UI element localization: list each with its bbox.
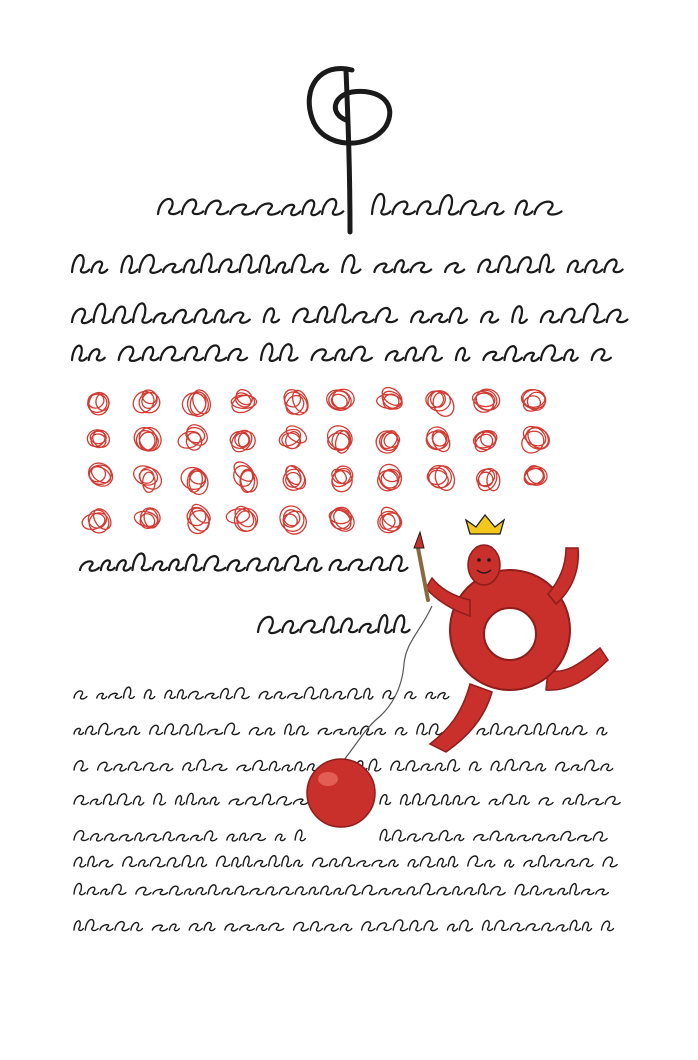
red-scribble: [473, 389, 500, 412]
red-scribble: [376, 431, 399, 453]
crown-icon: [466, 515, 504, 534]
title-line-1: [72, 254, 623, 273]
title-line-2: [72, 303, 627, 323]
body-line: [74, 883, 608, 895]
body-line: [74, 920, 614, 931]
body-line: [74, 830, 305, 841]
red-scribble: [280, 506, 306, 534]
red-scribble: [522, 427, 549, 453]
red-scribble: [522, 390, 546, 412]
subtitle-line-2: [258, 615, 410, 633]
red-scribble: [234, 462, 257, 492]
red-scribble: [182, 390, 210, 416]
red-scribble: [329, 507, 354, 531]
red-scribble: [187, 504, 210, 533]
red-scribble: [426, 391, 454, 416]
body-line: [74, 687, 449, 699]
red-scribble: [133, 390, 159, 413]
red-scribble: [181, 468, 208, 495]
red-scribble: [377, 388, 402, 410]
red-scribble: [283, 466, 305, 491]
red-scribble: [327, 389, 354, 410]
red-scribble: [477, 468, 500, 490]
body-line: [380, 794, 620, 805]
red-scribble: [82, 509, 111, 533]
red-scribble: [230, 430, 255, 451]
red-scribble: [88, 393, 109, 415]
body-line: [380, 829, 607, 841]
red-scribble: [426, 427, 449, 451]
red-scribble: [332, 466, 353, 492]
paintbrush-icon: [414, 532, 428, 600]
heading-line-right: [372, 194, 562, 215]
subtitle-line: [80, 554, 407, 571]
title-line-3: [72, 344, 611, 361]
red-scribble: [134, 508, 160, 528]
body-line: [74, 856, 617, 867]
red-scribble: [378, 507, 402, 532]
red-scribble: [284, 390, 308, 415]
red-scribble: [474, 431, 497, 452]
red-scribble: [226, 506, 257, 531]
red-scribble: [328, 426, 352, 453]
red-scribble: [524, 466, 547, 485]
red-scribble: [89, 463, 113, 486]
red-scribble: [134, 428, 161, 451]
red-ring-creature-icon: [414, 515, 608, 752]
red-scribble: [231, 390, 256, 413]
red-scribble: [378, 464, 402, 490]
large-looped-glyph-icon: [309, 69, 390, 232]
red-scribble: [178, 425, 207, 450]
body-line: [74, 793, 308, 805]
red-scribble: [134, 466, 162, 492]
red-scribble: [427, 466, 454, 491]
red-scribble: [87, 430, 109, 448]
red-scribble-grid: [82, 388, 549, 534]
red-scribble: [279, 426, 306, 449]
heading-line: [158, 199, 343, 215]
body-line: [74, 723, 607, 735]
red-ball-icon: [307, 759, 375, 827]
